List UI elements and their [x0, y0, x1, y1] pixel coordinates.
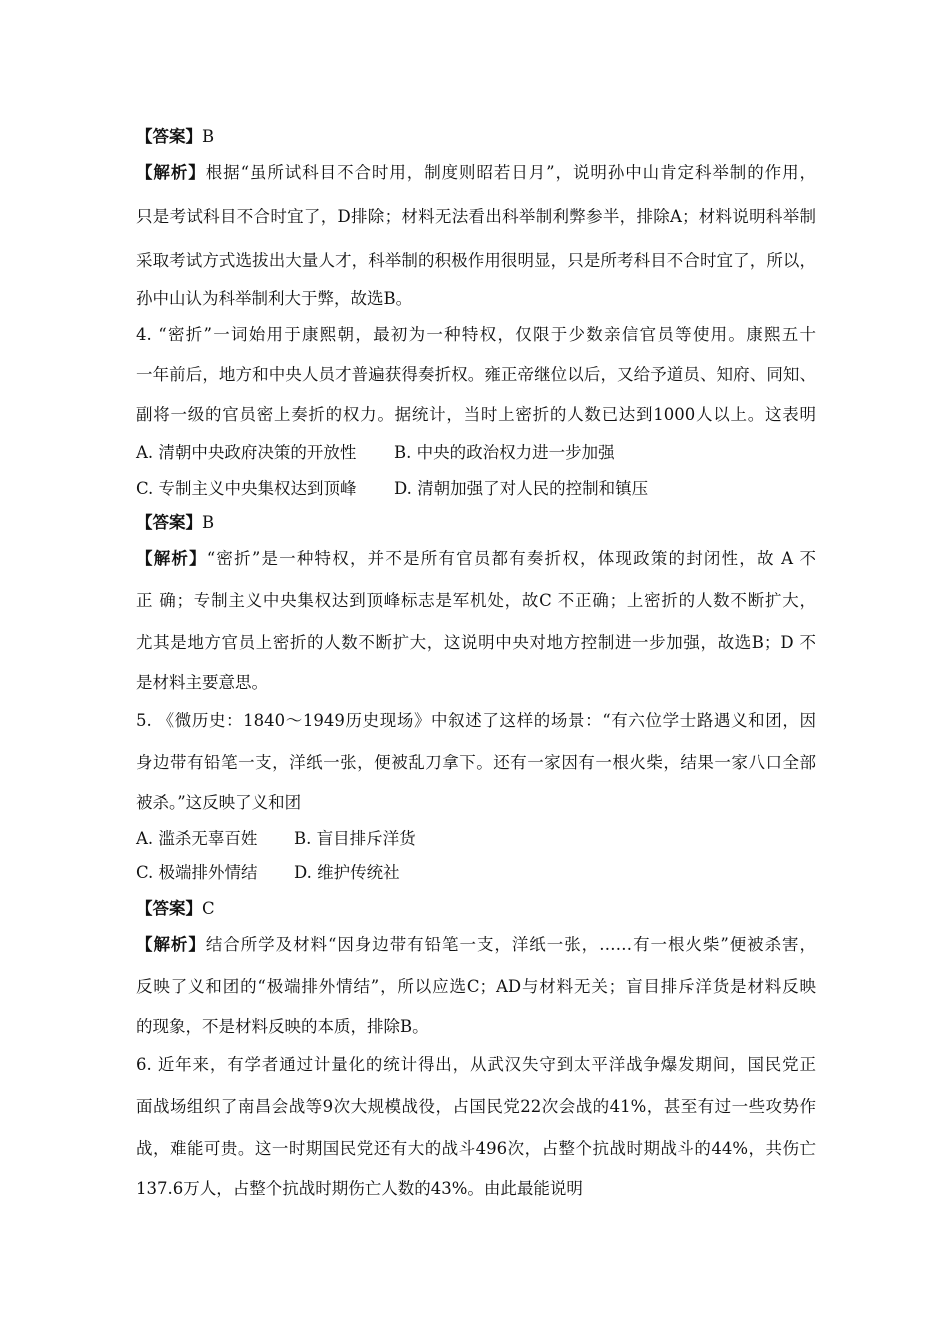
q5-option-b: B. 盲目排斥洋货 — [294, 829, 416, 848]
answer-label: 【答案】 — [136, 899, 202, 918]
q5-analysis-line-3: 的现象，不是材料反映的本质，排除B。 — [136, 1017, 429, 1036]
q5-stem-line-3: 被杀。”这反映了义和团 — [136, 793, 302, 812]
q5-option-d: D. 维护传统社 — [294, 863, 400, 882]
q4-option-a: A. 清朝中央政府决策的开放性 — [136, 443, 357, 462]
q3-answer — [136, 127, 214, 147]
q4-stem-line-3: 副将一级的官员密上奏折的权力。据统计，当时上密折的人数已达到1000人以上。这表明 — [136, 405, 816, 424]
q5-option-a: A. 滥杀无辜百姓 — [136, 829, 258, 848]
q4-stem-line-2: 一年前后，地方和中央人员才普遍获得奏折权。雍正帝继位以后，又给予道员、知府、同知、 — [136, 365, 816, 384]
q4-stem-line-1: 4. “密折”一词始用于康熙朝，最初为一种特权，仅限于少数亲信官员等使用。康熙五十 — [136, 325, 816, 344]
analysis-label: 【解析】 — [136, 549, 207, 568]
q4-option-c: C. 专制主义中央集权达到顶峰 — [136, 479, 357, 498]
q4-answer — [136, 513, 214, 533]
q3-analysis-line-1: 【解析】根据“虽所试科目不合时用，制度则昭若日月”，说明孙中山肯定科举制的作用， — [136, 163, 816, 182]
q5-answer — [136, 899, 215, 919]
analysis-label: 【解析】 — [136, 935, 206, 954]
q4-analysis-line-4: 是材料主要意思。 — [136, 673, 268, 692]
q6-stem-line-3: 战，难能可贵。这一时期国民党还有大的战斗496次，占整个抗战时期战斗的44%，共伤亡 — [136, 1139, 816, 1158]
answer-label: 【答案】 — [136, 127, 202, 146]
q4-option-d: D. 清朝加强了对人民的控制和镇压 — [394, 479, 649, 498]
q5-stem-line-2: 身边带有铅笔一支，洋纸一张，便被乱刀拿下。还有一家因有一根火柴，结果一家八口全部 — [136, 753, 816, 772]
answer-value: C — [202, 899, 215, 918]
q4-option-b: B. 中央的政治权力进一步加强 — [394, 443, 615, 462]
q3-analysis-line-3: 采取考试方式选拔出大量人才，科举制的积极作用很明显，只是所考科目不合时宜了，所以， — [136, 251, 816, 270]
q4-analysis-line-2: 正 确；专制主义中央集权达到顶峰标志是军机处，故C 不正确；上密折的人数不断扩大， — [136, 591, 816, 610]
q6-stem-line-1: 6. 近年来，有学者通过计量化的统计得出，从武汉失守到太平洋战争爆发期间，国民党正 — [136, 1055, 816, 1074]
answer-value: B — [202, 513, 215, 532]
q5-option-c: C. 极端排外情结 — [136, 863, 258, 882]
answer-value: B — [202, 127, 215, 146]
q5-analysis-line-2: 反映了义和团的“极端排外情结”，所以应选C；AD与材料无关；盲目排斥洋货是材料反映 — [136, 977, 816, 996]
q5-stem-line-1: 5. 《微历史：1840～1949历史现场》中叙述了这样的场景：“有六位学士路遇义和团，因 — [136, 711, 816, 730]
analysis-label: 【解析】 — [136, 163, 206, 182]
q3-analysis-line-4: 孙中山认为科举制利大于弊，故选B。 — [136, 289, 413, 308]
answer-label: 【答案】 — [136, 513, 202, 532]
q3-analysis-line-2: 只是考试科目不合时宜了，D排除；材料无法看出科举制利弊参半，排除A；材料说明科举制 — [136, 207, 816, 226]
q5-analysis-line-1: 【解析】结合所学及材料“因身边带有铅笔一支，洋纸一张，……有一根火柴”便被杀害， — [136, 935, 816, 954]
q4-analysis-line-3: 尤其是地方官员上密折的人数不断扩大，这说明中央对地方控制进一步加强，故选B；D 不 — [136, 633, 816, 652]
q6-stem-line-4: 137.6万人，占整个抗战时期伤亡人数的43%。由此最能说明 — [136, 1179, 583, 1198]
q6-stem-line-2: 面战场组织了南昌会战等9次大规模战役，占国民党22次会战的41%，甚至有过一些攻势作 — [136, 1097, 816, 1116]
q4-analysis-line-1: 【解析】“密折”是一种特权，并不是所有官员都有奏折权，体现政策的封闭性，故 A 不 — [136, 549, 816, 568]
